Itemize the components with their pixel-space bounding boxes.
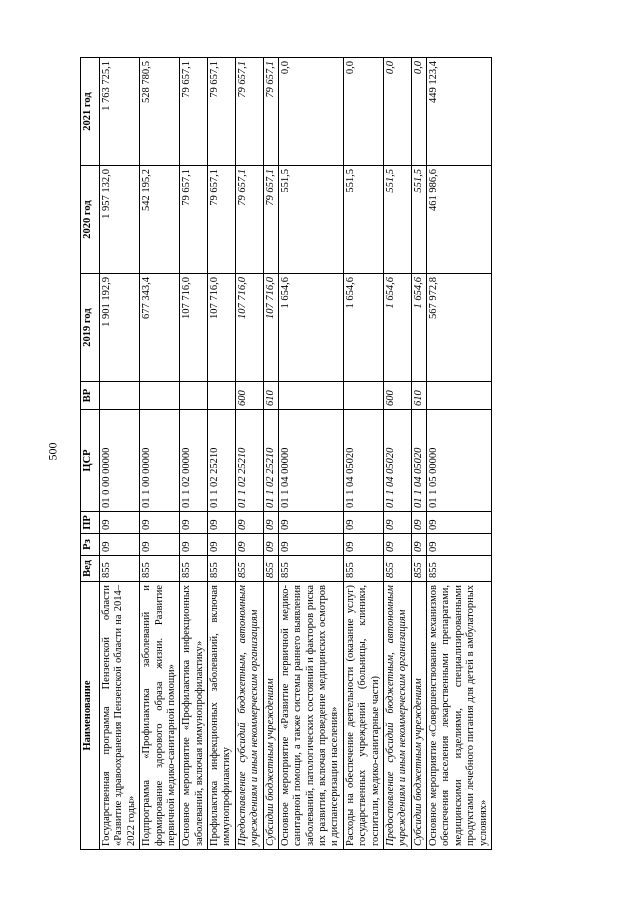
- table-row: [411, 58, 426, 850]
- cell-y2020: 79 657,1: [235, 166, 263, 274]
- cell-vr: 610: [263, 382, 278, 410]
- cell-rz: 09: [278, 534, 343, 556]
- cell-vr: [427, 382, 492, 410]
- cell-rz: 09: [343, 534, 383, 556]
- header-name: Наименование: [81, 582, 100, 850]
- cell-vr: [208, 382, 236, 410]
- cell-y2021: 79 657,1: [180, 58, 208, 166]
- cell-y2021: 79 657,1: [235, 58, 263, 166]
- cell-csr: 01 1 02 25210: [235, 410, 263, 512]
- cell-rz: 09: [383, 534, 411, 556]
- cell-csr: 01 1 05 00000: [427, 410, 492, 512]
- cell-ved: 855: [278, 556, 343, 582]
- cell-ved: 855: [343, 556, 383, 582]
- cell-csr: 01 1 00 00000: [140, 410, 180, 512]
- cell-pr: 09: [140, 512, 180, 534]
- cell-pr: 09: [235, 512, 263, 534]
- cell-ved: 855: [383, 556, 411, 582]
- header-2019: 2019 год: [81, 274, 100, 382]
- cell-pr: 09: [411, 512, 426, 534]
- table-row: [100, 58, 140, 850]
- cell-name: Предоставление субсидий бюджетным, автономным учреждениям и иным некоммерческим организациям: [235, 582, 263, 850]
- cell-y2021: 0,0: [411, 58, 426, 166]
- header-row: [81, 58, 100, 850]
- cell-y2019: 107 716,0: [263, 274, 278, 382]
- cell-y2019: 1 654,6: [411, 274, 426, 382]
- cell-csr: 01 1 04 05020: [383, 410, 411, 512]
- cell-y2019: 107 716,0: [208, 274, 236, 382]
- header-2021: 2021 год: [81, 58, 100, 166]
- cell-ved: 855: [100, 556, 140, 582]
- cell-y2019: 567 972,8: [427, 274, 492, 382]
- cell-ved: 855: [180, 556, 208, 582]
- table-row: [343, 58, 383, 850]
- cell-rz: 09: [235, 534, 263, 556]
- table-row: [235, 58, 263, 850]
- cell-name: Основное мероприятие «Развитие первичной медико-санитарной помощи, а также системы раннего выявления заболеваний, патологических состояний и факторов риска их развития, включая проведение медицинских осмотров и диспансеризации населения»: [278, 582, 343, 850]
- cell-y2020: 542 195,2: [140, 166, 180, 274]
- table-row: [208, 58, 236, 850]
- cell-pr: 09: [100, 512, 140, 534]
- cell-y2021: 1 763 725,1: [100, 58, 140, 166]
- cell-y2020: 551,5: [343, 166, 383, 274]
- cell-vr: 600: [383, 382, 411, 410]
- cell-pr: 09: [278, 512, 343, 534]
- table-row: [180, 58, 208, 850]
- cell-y2020: 79 657,1: [180, 166, 208, 274]
- budget-table-frame: [80, 60, 590, 850]
- header-rz: Рз: [81, 534, 100, 556]
- cell-y2019: 107 716,0: [235, 274, 263, 382]
- cell-name: Подпрограмма «Профилактика заболеваний и формирование здорового образа жизни. Развитие первичной медико-санитарной помощи»: [140, 582, 180, 850]
- cell-csr: 01 1 02 25210: [208, 410, 236, 512]
- cell-rz: 09: [427, 534, 492, 556]
- cell-y2020: 551,5: [383, 166, 411, 274]
- cell-name: Основное мероприятие «Совершенствование механизмов обеспечения населения лекарственными препаратами, медицинскими изделиями, специализированными продуктами лечебного питания для детей в амбулаторных условиях»: [427, 582, 492, 850]
- cell-y2020: 551,5: [278, 166, 343, 274]
- table-body: [100, 58, 492, 850]
- cell-ved: 855: [263, 556, 278, 582]
- cell-pr: 09: [180, 512, 208, 534]
- cell-rz: 09: [140, 534, 180, 556]
- cell-csr: 01 1 02 00000: [180, 410, 208, 512]
- cell-y2021: 0,0: [278, 58, 343, 166]
- header-vr: ВР: [81, 382, 100, 410]
- cell-rz: 09: [263, 534, 278, 556]
- cell-pr: 09: [427, 512, 492, 534]
- cell-csr: 01 1 04 00000: [278, 410, 343, 512]
- page-number: [41, 436, 65, 466]
- cell-vr: [343, 382, 383, 410]
- table-row: [278, 58, 343, 850]
- budget-table: [80, 57, 492, 850]
- page-number-text: 500: [45, 442, 60, 460]
- cell-csr: 01 1 04 05020: [343, 410, 383, 512]
- cell-ved: 855: [208, 556, 236, 582]
- cell-y2019: 107 716,0: [180, 274, 208, 382]
- cell-vr: 610: [411, 382, 426, 410]
- cell-pr: 09: [383, 512, 411, 534]
- header-csr: ЦСР: [81, 410, 100, 512]
- cell-y2019: 1 901 192,9: [100, 274, 140, 382]
- cell-csr: 01 1 04 05020: [411, 410, 426, 512]
- cell-csr: 01 0 00 00000: [100, 410, 140, 512]
- cell-ved: 855: [411, 556, 426, 582]
- cell-y2021: 528 780,5: [140, 58, 180, 166]
- table-row: [140, 58, 180, 850]
- cell-vr: 600: [235, 382, 263, 410]
- cell-y2021: 0,0: [343, 58, 383, 166]
- cell-pr: 09: [208, 512, 236, 534]
- cell-name: Основное мероприятие «Профилактика инфекционных заболеваний, включая иммунопрофилактику»: [180, 582, 208, 850]
- cell-y2021: 0,0: [383, 58, 411, 166]
- cell-y2021: 79 657,1: [208, 58, 236, 166]
- cell-name: Профилактика инфекционных заболеваний, включая иммунопрофилактику: [208, 582, 236, 850]
- cell-y2019: 1 654,6: [278, 274, 343, 382]
- cell-name: Субсидии бюджетным учреждениям: [411, 582, 426, 850]
- cell-y2019: 677 343,4: [140, 274, 180, 382]
- cell-ved: 855: [235, 556, 263, 582]
- cell-name: Расходы на обеспечение деятельности (оказание услуг) государственных учреждений (больницы, клиники, госпитали, медико-санитарные части): [343, 582, 383, 850]
- cell-pr: 09: [343, 512, 383, 534]
- cell-vr: [180, 382, 208, 410]
- cell-vr: [278, 382, 343, 410]
- cell-y2020: 79 657,1: [208, 166, 236, 274]
- cell-name: Государственная программа Пензенской области «Развитие здравоохранения Пензенской области на 2014–2022 годы»: [100, 582, 140, 850]
- cell-name: Субсидии бюджетным учреждениям: [263, 582, 278, 850]
- cell-vr: [140, 382, 180, 410]
- cell-rz: 09: [208, 534, 236, 556]
- cell-pr: 09: [263, 512, 278, 534]
- budget-table-rotated: [80, 60, 590, 850]
- cell-y2019: 1 654,6: [343, 274, 383, 382]
- cell-rz: 09: [411, 534, 426, 556]
- cell-y2020: 461 986,6: [427, 166, 492, 274]
- cell-ved: 855: [140, 556, 180, 582]
- header-pr: ПР: [81, 512, 100, 534]
- cell-vr: [100, 382, 140, 410]
- cell-rz: 09: [180, 534, 208, 556]
- cell-csr: 01 1 02 25210: [263, 410, 278, 512]
- cell-y2021: 79 657,1: [263, 58, 278, 166]
- cell-y2020: 1 957 132,0: [100, 166, 140, 274]
- table-row: [263, 58, 278, 850]
- cell-name: Предоставление субсидий бюджетным, автономным учреждениям и иным некоммерческим организациям: [383, 582, 411, 850]
- header-2020: 2020 год: [81, 166, 100, 274]
- cell-y2020: 551,5: [411, 166, 426, 274]
- cell-y2019: 1 654,6: [383, 274, 411, 382]
- cell-rz: 09: [100, 534, 140, 556]
- table-row: [427, 58, 492, 850]
- table-row: [383, 58, 411, 850]
- header-ved: Вед: [81, 556, 100, 582]
- cell-y2020: 79 657,1: [263, 166, 278, 274]
- cell-y2021: 449 123,4: [427, 58, 492, 166]
- cell-ved: 855: [427, 556, 492, 582]
